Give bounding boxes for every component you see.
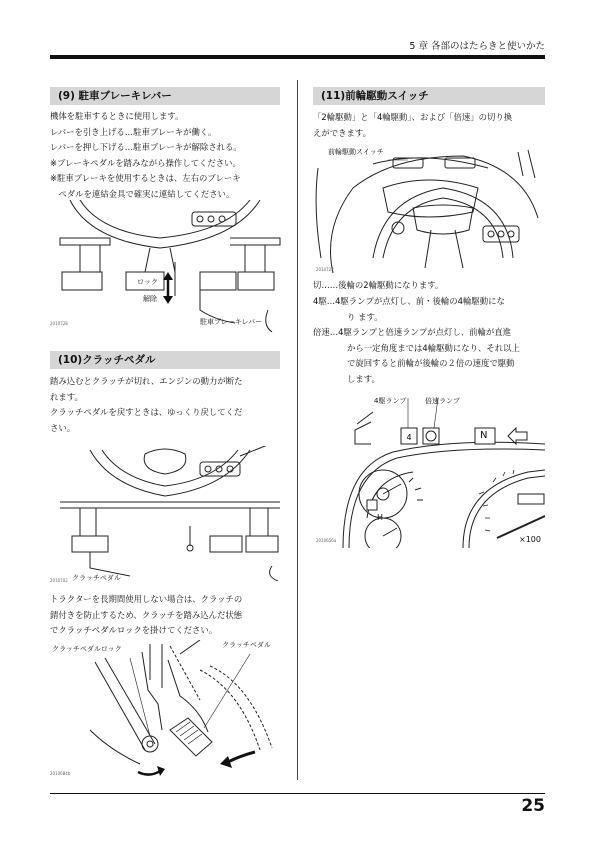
figure-code: 2010702 [50, 578, 68, 583]
definition-desc: します。 [347, 373, 380, 384]
figure-code: 2010728 [50, 321, 68, 326]
page-number: 25 [521, 796, 545, 816]
section-title-parking-brake: (9) 駐車ブレーキレバー [50, 87, 280, 105]
definition-desc: で旋回すると前輪が後輪の２倍の速度で駆動 [347, 358, 515, 369]
text-line: ペダルを連結金具で確実に連結してください。 [50, 188, 235, 199]
label-clutch-pedal-lock: クラッチペダルロック [52, 645, 122, 653]
label-double-speed-lamp: 倍速ランプ [425, 397, 460, 405]
definition-term: 4駆… [313, 296, 336, 306]
text-line: れます。 [50, 391, 83, 402]
section-title-clutch-pedal: (10)クラッチペダル [50, 351, 280, 369]
definition-desc: から一定角度までは4輪駆動になり、それ以上 [347, 342, 520, 353]
label-release: 解除 [143, 295, 157, 303]
clutch-pedal-lock-illustration [50, 640, 290, 780]
front-drive-switch-illustration [313, 148, 545, 276]
text-line: トラクターを長期間使用しない場合は、クラッチの [50, 594, 243, 604]
text-line: 「2輪駆動」と「4輪駆動」、および「倍速」の切り換 [313, 112, 513, 122]
text-line: でクラッチペダルロックを掛けてください。 [50, 625, 218, 636]
chapter-header: 5 章 各部のはたらきと使いかた [409, 41, 545, 52]
definition-desc: 後輪の2輪駆動になります。 [338, 280, 444, 290]
definition-desc: り ます。 [347, 311, 383, 322]
text-line: レバーを押し下げる…駐車ブレーキが解除される。 [50, 142, 242, 153]
label-clutch-pedal: クラッチペダル [72, 574, 121, 582]
tachometer-multiplier: ×100 [519, 535, 541, 544]
header-rule [50, 55, 545, 59]
definition-off [313, 278, 443, 294]
text-line: 機体を駐車するときに使用します。 [50, 111, 184, 121]
text-line: えができます。 [313, 127, 371, 138]
instrument-panel-illustration [313, 398, 545, 548]
text-line: さい。 [50, 422, 76, 433]
clutch-pedal-text [50, 374, 243, 436]
definition-desc: 4駆ランプが点灯し、前・後輪の4輪駆動にな [335, 296, 505, 306]
text-line: 踏み込むとクラッチが切れ、エンジンの動力が断た [50, 376, 243, 386]
clutch-lock-text [50, 592, 242, 639]
text-line: 錆付きを防止するため、クラッチを踏み込んだ状態 [50, 609, 243, 620]
label-4wd-lamp: 4駆ランプ [374, 397, 407, 405]
column-divider [297, 80, 298, 780]
parking-brake-illustration [50, 200, 290, 335]
definition-term: 倍速… [313, 327, 339, 337]
front-drive-text [313, 110, 512, 141]
text-line: ※ブレーキペダルを踏みながら操作してください。 [50, 157, 241, 168]
neutral-indicator: N [480, 430, 488, 441]
svg-text:4: 4 [406, 433, 412, 442]
label-lock: ロック [137, 278, 158, 286]
definition-desc: 4駆ランプと倍速ランプが点灯し、前輪が直進 [338, 327, 511, 337]
text-line: クラッチペダルを戻すときは、ゆっくり戻してくだ [50, 407, 243, 418]
label-parking-brake-lever: 駐車ブレーキレバー [200, 318, 263, 326]
text-line: ※駐車ブレーキを使用するときは、左右のブレーキ [50, 173, 241, 184]
definition-double-speed [313, 325, 520, 387]
footer-rule [50, 793, 545, 794]
figure-code: 2010656a [316, 538, 337, 543]
figure-code: 2010722 [316, 267, 334, 272]
label-front-drive-switch: 前輪駆動スイッチ [328, 148, 384, 156]
section-title-front-drive-switch: (11)前輪駆動スイッチ [313, 87, 545, 105]
text-line: レバーを引き上げる…駐車ブレーキが働く。 [50, 126, 217, 137]
label-clutch-pedal: クラッチペダル [222, 641, 271, 649]
temp-gauge-h: H [377, 513, 384, 522]
figure-code: 2010684b [50, 771, 71, 776]
definition-4wd [313, 294, 505, 325]
clutch-pedal-illustration [50, 446, 290, 581]
parking-brake-text [50, 109, 242, 203]
definition-term: 切…… [313, 280, 339, 290]
